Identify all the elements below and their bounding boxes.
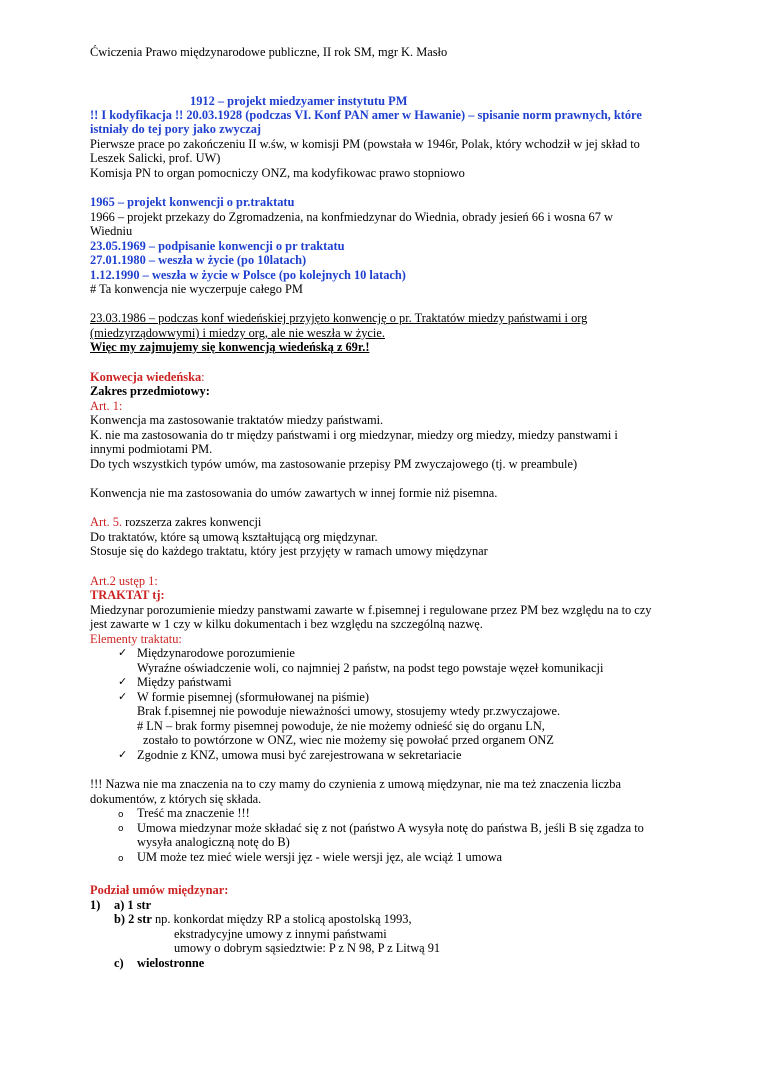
check-item-detail: Brak f.pisemnej nie powoduje nieważności umowy, stosujemy wtedy pr.zwyczajowe. [137,704,561,718]
text-line: Konwencja nie ma zastosowania do umów zawartych w innej formie niż pisemna. [90,486,498,500]
text-line: Stosuje się do każdego traktatu, który jest przyjęty w ramach umowy międzynar [90,544,488,558]
list-item-c-label: c) [114,956,124,970]
traktat-heading: TRAKTAT tj: [90,588,165,602]
text-line: K. nie ma zastosowania do tr między państwami i org miedzynar, miedzy org miedzy, miedzy panstwami i [90,428,618,442]
text-line: Leszek Salicki, prof. UW) [90,151,221,165]
text-line: innymi podmiotami PM. [90,442,213,456]
list-item: Treść ma znaczenie !!! [137,806,250,820]
list-item-cont: wysyła analogiczną notę do B) [137,835,290,849]
date-1980: 27.01.1980 – weszła w życie (po 10latach) [90,253,307,267]
elementy-label: Elementy traktatu: [90,632,182,646]
check-item-detail: zostało to powtórzone w ONZ, wiec nie możemy się powołać przed organem ONZ [143,733,554,747]
section-title-konwencja [90,370,205,385]
heading-kodyfikacja: !! I kodyfikacja !! 20.03.1928 (podczas VI. Konf PAN amer w Hawanie) – spisanie norm prawnych, które [90,108,642,122]
heading-1965: 1965 – projekt konwencji o pr.traktatu [90,195,295,209]
text-line: Komisja PN to organ pomocniczy ONZ, ma kodyfikowac prawo stopniowo [90,166,465,180]
list-item-b-cont: ekstradycyjne umowy z innymi państwami [174,927,387,941]
art-1-label: Art. 1: [90,399,123,413]
podzial-heading: Podział umów międzynar: [90,883,229,897]
art-2-label: Art.2 ustęp 1: [90,574,158,588]
date-1969: 23.05.1969 – podpisanie konwencji o pr traktatu [90,239,345,253]
text-line: Do tych wszystkich typów umów, ma zastosowanie przepisy PM zwyczajowego (tj. w preambule) [90,457,578,471]
check-item-detail: # LN – brak formy pisemnej powoduje, że nie możemy odnieść się do organu LN, [137,719,545,733]
art-5-text: rozszerza zakres konwencji [122,515,262,529]
list-item: UM może tez mieć wiele wersji jęz - wiele wersji jęz, ale wciąż 1 umowa [137,850,503,864]
heading-kodyfikacja-cont: istniały do tej pory jako zwyczaj [90,122,262,136]
check-item: Zgodnie z KNZ, umowa musi być zarejestrowana w sekretariacie [137,748,462,762]
text-line-underlined: 23.03.1986 – podczas konf wiedeńskiej przyjęto konwencję o pr. Traktatów miedzy państwami i org [90,311,588,325]
list-item-b-text: np. konkordat między RP a stolicą apostolską 1993, [151,912,412,926]
document-header: Ćwiczenia Prawo międzynarodowe publiczne, II rok SM, mgr K. Masło [90,45,448,59]
konwencja-colon: : [201,370,205,384]
list-item-b-label: b) 2 str [114,912,152,926]
checkmark-icon: ✓ [118,690,128,703]
subtitle-zakres: Zakres przedmiotowy: [90,384,210,398]
circle-bullet-icon: o [118,854,124,864]
date-1990: 1.12.1990 – weszła w życie w Polsce (po kolejnych 10 latach) [90,268,406,282]
text-line: Konwencja ma zastosowanie traktatów miedzy państwami. [90,413,384,427]
list-number: 1) [90,898,101,912]
text-line: !!! Nazwa nie ma znaczenia na to czy mamy do czynienia z umową międzynar, nie ma też znaczenia liczba [90,777,621,791]
circle-bullet-icon: o [118,810,124,820]
list-item-b [114,912,412,927]
text-line: Pierwsze prace po zakończeniu II w.św, w komisji PM (powstała w 1946r, Polak, który wchodził w jej skład to [90,137,640,151]
checkmark-icon: ✓ [118,675,128,688]
check-item: Międzynarodowe porozumienie [137,646,295,660]
text-line: dokumentów, z których się składa. [90,792,262,806]
check-item: W formie pisemnej (sformułowanej na piśmie) [137,690,370,704]
konwencja-title: Konwecja wiedeńska [90,370,202,384]
list-item-c-text: wielostronne [137,956,205,970]
checkmark-icon: ✓ [118,748,128,761]
text-line: Wiedniu [90,224,133,238]
checkmark-icon: ✓ [118,646,128,659]
emphasis-line: Więc my zajmujemy się konwencją wiedeńską z 69r.! [90,340,370,354]
list-item-a: a) 1 str [114,898,152,912]
list-item: Umowa miedzynar może składać się z not (państwo A wysyła notę do państwa B, jeśli B się zgadza to [137,821,644,835]
text-line: jest zawarte w 1 czy w kilku dokumentach i bez względu na szczególną nazwę. [90,617,483,631]
art-5-label: Art. 5. [90,515,123,529]
text-line: 1966 – projekt przekazy do Zgromadzenia, na konfmiedzynar do Wiednia, obrady jesień 66 i wosna 67 w [90,210,613,224]
text-line-underlined: (miedzyrządowwymi) i miedzy org, ale nie weszła w życie. [90,326,385,340]
circle-bullet-icon: o [118,824,124,834]
text-line: Do traktatów, które są umową kształtującą org międzynar. [90,530,378,544]
art-5-line [90,515,261,530]
heading-1912: 1912 – projekt miedzyamer instytutu PM [190,94,408,108]
list-item-b-cont: umowy o dobrym sąsiedztwie: P z N 98, P z Litwą 91 [174,941,441,955]
check-item-detail: Wyraźne oświadczenie woli, co najmniej 2 państw, na podst tego powstaje węzeł komunikacji [137,661,604,675]
text-line: Miedzynar porozumienie miedzy panstwami zawarte w f.pisemnej i regulowane przez PM bez względu na to czy [90,603,652,617]
check-item: Między państwami [137,675,232,689]
text-line: # Ta konwencja nie wyczerpuje całego PM [90,282,303,296]
